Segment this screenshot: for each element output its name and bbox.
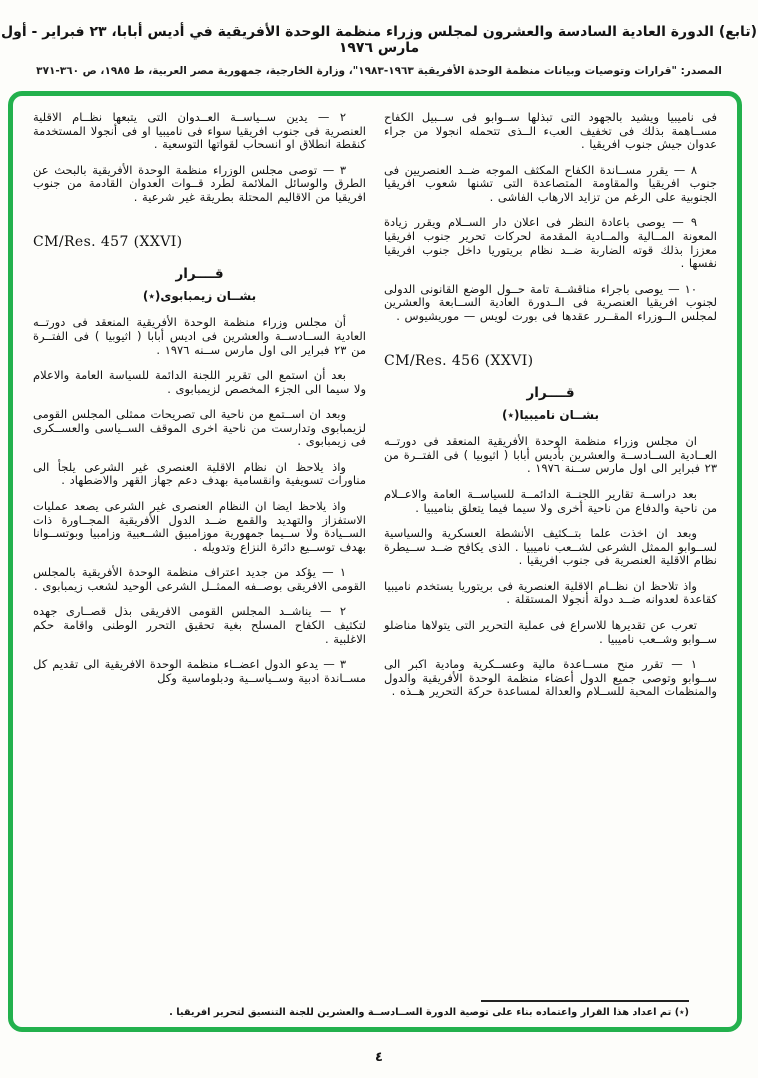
column-right-namibia [384,111,717,711]
header-source-citation: المصدر: "قرارات وتوصيات وبيانات منظمة الوحدة الأفريقية ١٩٦٣-١٩٨٣"، وزارة الخارجية، جمهورية مصر العربية، ط ١٩٨٥، ص ٣٦٠-٣٧١ [36,65,722,77]
resolution-457-title: قــــرار [175,266,224,283]
paragraph-456-appreciation: تعرب عن تقديرها للاسراع فى عملية التحرير التى يتولاها مناضلو ســوابو وشــعب ناميبيا . [384,617,717,646]
page-number: ٤ [375,1050,383,1065]
page-header [0,24,758,77]
paragraph-457-preamble-aggression: واذ يلاحظ ايضا ان النظام العنصرى غير الشرعى يصعد عمليات الاستفزاز والتهديد والقمع ضــد الدول الأفريقية المجــاورة ذات الســيادة ولا ســيما جمهورية موزامبيق الشــعبية وزامبيا وبوتســوانا بهدف توســيع دائرة النزاع وتدويله . [33,499,366,554]
paragraph-namibia-continuation: فى ناميبيا ويشيد بالجهود التى تبذلها ســوابو فى ســبيل الكفاح مســاهمة بذلك فى تخفيف العبء الــذى تتحمله انجولا من جراء عدوان جيش جنوب افريقيا . [384,110,717,152]
resolution-code-457: CM/Res. 457 (XXVI) [33,234,183,251]
column-left-zimbabwe [33,111,366,711]
paragraph-457-preamble-session: أن مجلس وزراء منظمة الوحدة الأفريقية المنعقد فى دورتــه العادية الســادســة والعشرين فى اديس أبابا ( اثيوبيا ) فى الفتــرة من ٢٣ فبراير الى اول مارس ســنه ١٩٧٦ . [33,315,366,357]
resolution-456-subject-namibia: بشــان ناميبيا(٭) [502,408,599,423]
paragraph-457-item-1: ١ — يؤكد من جديد اعتراف منظمة الوحدة الأفريقية بالمجلس القومى الافريقى بوصــفه الممثــل الشرعى الوحيد لشعب زيمبابوى . [33,565,366,593]
green-content-frame [8,91,742,1032]
paragraph-456-item-1: ١ — تقرر منح مســاعدة مالية وعســكرية ومادية اكبر الى ســوابو وتوصى جميع الدول أعضاء منظمة الوحدة الأفريقية والدول والمنظمات المحبة للســلام والعدالة لمساعدة حركة التحرير هــذه . [384,657,717,699]
resolution-456-title: قــــرار [526,385,575,402]
paragraph-item-8: ٨ — يقرر مســاندة الكفاح المكثف الموجه ضــد العنصريين فى جنوب افريقيا والمقاومة المتصاعدة التى تشنها شعوب افريقيا الجنوبية على الرغم من تزايد الارهاب الفاشى . [384,162,717,204]
paragraph-456-preamble-pretoria: واذ تلاحظ ان نظــام الاقلية العنصرية فى بريتوريا يستخدم ناميبيا كقاعدة لعدوانه ضــد دولة أنجولا المستقلة . [384,578,717,607]
footnote-divider [481,1000,689,1002]
paragraph-item-10: ١٠ — يوصى باجراء مناقشــة تامة حــول الوضع القانونى الدولى لجنوب افريقيا العنصرية فى الــدورة العادية الســابعة والعشرين لمجلس الــوزراء المقــرر عقدها فى بورت لويس — موريشيوس . [384,281,717,323]
resolution-457-subject-zimbabwe: بشــان زيمبابوى(٭) [142,289,257,304]
paragraph-457-item-2: ٢ — يناشــد المجلس القومى الافريقى بذل قصــارى جهده لتكثيف الكفاح المسلح بغية تحقيق التحرر الوطنى واقامة حكم الاغلبية . [33,604,366,646]
paragraph-456-preamble-reports: بعد دراســة تقارير اللجنــة الدائمــة للسياســة العامة والاعــلام من ناحية والدفاع من ناحية أخرى ولا سيما فيما يتعلق بناميبيا . [384,487,717,515]
footnote [33,1000,717,1018]
resolution-code-456: CM/Res. 456 (XXVI) [384,353,534,370]
header-session-title: (تابع) الدورة العادية السادسة والعشرون لمجلس وزراء منظمة الوحدة الأفريقية في أديس أبابا، ٢٣ فبراير - أول مارس ١٩٧٦ [1,24,757,56]
paragraph-456-preamble-swapo: وبعد ان اخذت علما بتــكثيف الأنشطة العسكرية والسياسية لســوابو الممثل الشرعى لشــعب ناميبيا . الذى يكافح ضــد ســيطرة نظام الاقلية العنصرية فى جنوب افريقيا . [384,526,717,568]
two-column-layout [33,111,717,711]
paragraph-457-preamble-anc: وبعد ان اســتمع من ناحية الى تصريحات ممثلى المجلس القومى لزيمبابوى وتدارست من ناحية اخرى الموقف الســياسى والعســكرى فى زيمبابوى . [33,407,366,449]
paragraph-457-preamble-regime: واذ يلاحظ ان نظام الاقلية العنصرى غير الشرعى يلجأ الى مناورات تسويفية وانقسامية بهدف دعم جهاز القهر والاضطهاد . [33,459,366,488]
paragraph-item-2: ٢ — يدين ســياســة العــدوان التى يتبعها نظــام الاقلية العنصرية فى جنوب افريقيا سواء فى ناميبيا او فى أنجولا المستخدمة كنقطة انطلاق او انسحاب لقواتها التوسعية . [33,110,366,152]
footnote-text: (٭) تم اعداد هذا القرار واعتماده بناء على توصية الدورة الســادســة والعشرين للجنة التنسيق لتحرير افريقيا . [169,1007,689,1018]
paragraph-457-item-3: ٣ — يدعو الدول اعضــاء منظمة الوحدة الافريقية الى تقديم كل مســاندة ادبية وســياســية ودبلوماسية وكل [33,657,366,685]
paragraph-item-9: ٩ — يوصى باعادة النظر فى اعلان دار الســلام ويقرر زيادة المعونة المــالية والمــادية المقدمة لحركات تحرير جنوب افريقيا معززا بذلك قوته الضاربة ضــد نظام بريتوريا داخل جنوب افريقيا نفسها . [384,215,717,271]
paragraph-456-preamble-session: ان مجلس وزراء منظمة الوحدة الأفريقية المنعقد فى دورتــه العــادية الســادســة والعشرين بأديس أبابا ( اثيوبيا ) فى الفتــرة من ٢٣ فبراير الى اول مارس ســنة ١٩٧٦ . [384,434,717,476]
paragraph-item-3: ٣ — توصى مجلس الوزراء منظمة الوحدة الأفريقية بالبحث عن الطرق والوسائل الملائمة لطرد قــوات العدوان القادمة من جنوب افريقيا من الاقاليم المحتلة بطريقة غير شرعية . [33,162,366,204]
paragraph-457-preamble-report: بعد أن استمع الى تقرير اللجنة الدائمة للسياسة العامة والاعلام ولا سيما الى الجزء المخصص لزيمبابوى . [33,368,366,396]
